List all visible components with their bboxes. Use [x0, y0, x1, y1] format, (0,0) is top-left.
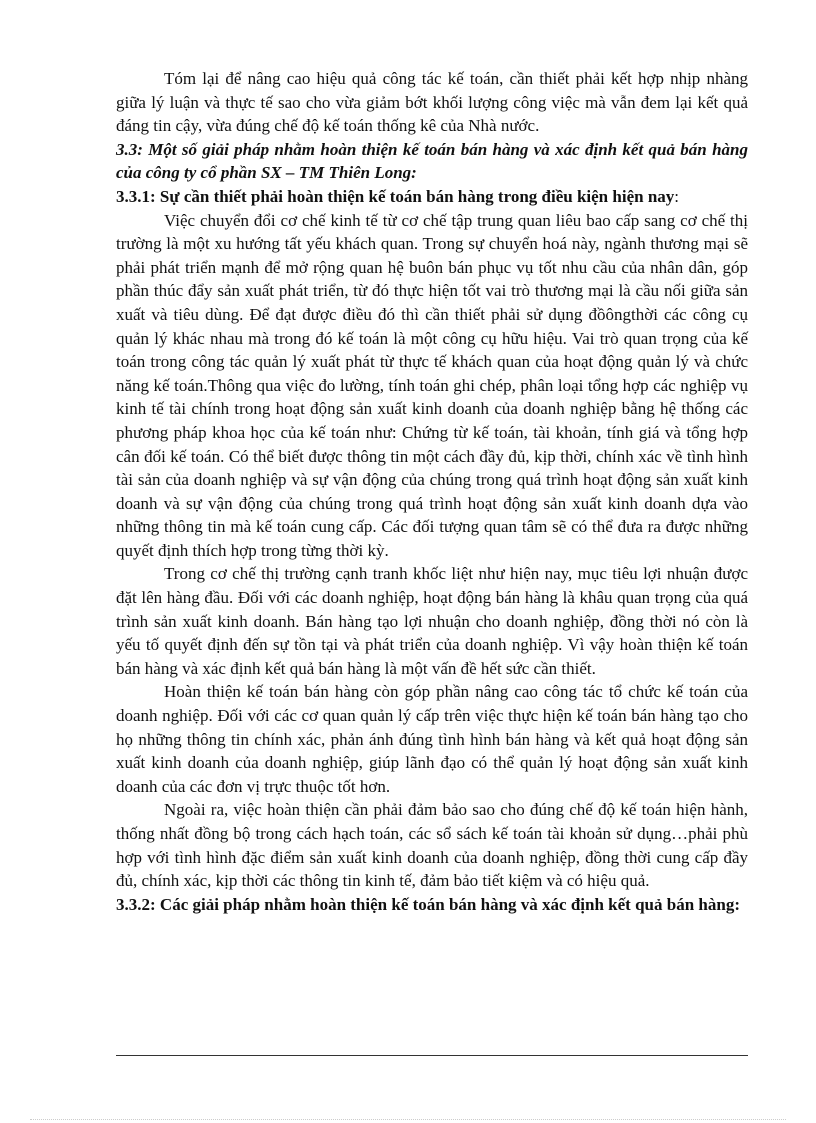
footer-divider	[116, 1055, 748, 1056]
paragraph-market-competition: Trong cơ chế thị trường cạnh tranh khốc liệt như hiện nay, mục tiêu lợi nhuận được đặt lên hàng đầu. Đối với các doanh nghiệp, hoạt động bán hàng là khâu quan trọng của quá trình sản xuất kinh doanh. Bán hàng tạo lợi nhuận cho doanh nghiệp, đồng thời nó còn là yếu tố quyết định đến sự tồn tại và phát triển của doanh nghiệp. Vì vậy hoàn thiện kế toán bán hàng và xác định kết quả bán hàng là một vấn đề hết sức cần thiết.	[116, 564, 748, 678]
document-body	[116, 67, 748, 916]
paragraph-summary: Tóm lại để nâng cao hiệu quả công tác kế toán, cần thiết phải kết hợp nhịp nhàng giữa lý luận và thực tế sao cho vừa giảm bớt khối lượng công việc mà vẫn đem lại kết quả đáng tin cậy, vừa đúng chế độ kế toán thống kê của Nhà nước.	[116, 69, 748, 136]
heading-3-3-1-text: 3.3.1: Sự cần thiết phải hoàn thiện kế toán bán hàng trong điều kiện hiện nay	[116, 186, 675, 206]
paragraph-accounting-organization: Hoàn thiện kế toán bán hàng còn góp phần nâng cao công tác tổ chức kế toán của doanh nghiệp. Đối với các cơ quan quản lý cấp trên việc thực hiện kế toán bán hàng tạo cho họ những thông tin chính xác, phản ánh đúng tình hình bán hàng và kết quả hoạt động sản xuất kinh doanh của doanh nghiệp, giúp lãnh đạo có thể quản lý hoạt động sản xuất kinh doanh của các đơn vị trực thuộc tốt hơn.	[116, 682, 748, 796]
paragraph-regulation-compliance: Ngoài ra, việc hoàn thiện cần phải đảm bảo sao cho đúng chế độ kế toán hiện hành, thống nhất đồng bộ trong cách hạch toán, các sổ sách kế toán tài khoản sử dụng…phải phù hợp với tình hình đặc điểm sản xuất kinh doanh của doanh nghiệp, đồng thời cung cấp đầy đủ, chính xác, kịp thời các thông tin kinh tế, đảm bảo tiết kiệm và có hiệu quả.	[116, 800, 748, 891]
paragraph-economic-mechanism: Việc chuyển đổi cơ chế kinh tế từ cơ chế tập trung quan liêu bao cấp sang cơ chế thị trường là một xu hướng tất yếu khách quan. Trong sự chuyển hoá này, ngành thương mại sẽ phải phát triển mạnh để mở rộng quan hệ buôn bán phục vụ tốt nhu cầu của nhân dân, góp phần thúc đẩy sản xuất phát triển, từ đó thực hiện tốt vai trò thương mại là cầu nối giữa sản xuất và tiêu dùng. Để đạt được điều đó thì cần thiết phải sử dụng đồôngthời các công cụ quản lý khác nhau mà trong đó kế toán là một công cụ hữu hiệu. Vai trò quan trọng của kế toán trong công tác quản lý xuất phát từ thực tế khách quan của hoạt động quản lý và chức năng kế toán.Thông qua việc đo lường, tính toán ghi chép, phân loại tổng hợp các nghiệp vụ kinh tế tài chính trong hoạt động sản xuất kinh doanh của doanh nghiệp bằng hệ thống các phương pháp khoa học của kế toán như: Chứng từ kế toán, tài khoản, tính giá và tổng hợp cân đối kế toán. Có thể biết được thông tin một cách đầy đủ, kịp thời, chính xác về tình hình tài sản của doanh nghiệp và sự vận động của chúng trong quá trình hoạt động sản xuất kinh doanh và sự vận động của chúng trong quá trình hoạt động sản xuất kinh doanh dựa vào những thông tin mà kế toán cung cấp. Các đối tượng quan tâm sẽ có thể đưa ra được những quyết định thích hợp trong từng thời kỳ.	[116, 210, 748, 560]
section-heading-3-3-2: 3.3.2: Các giải pháp nhằm hoàn thiện kế toán bán hàng và xác định kết quả bán hàng:	[116, 894, 740, 914]
heading-3-3-1-colon: :	[674, 186, 680, 206]
section-heading-3-3: 3.3: Một số giải pháp nhằm hoàn thiện kế toán bán hàng và xác định kết quả bán hàng của công ty cổ phần SX – TM Thiên Long:	[116, 139, 748, 183]
page-edge-divider	[30, 1119, 786, 1120]
section-heading-3-3-1	[116, 185, 748, 209]
